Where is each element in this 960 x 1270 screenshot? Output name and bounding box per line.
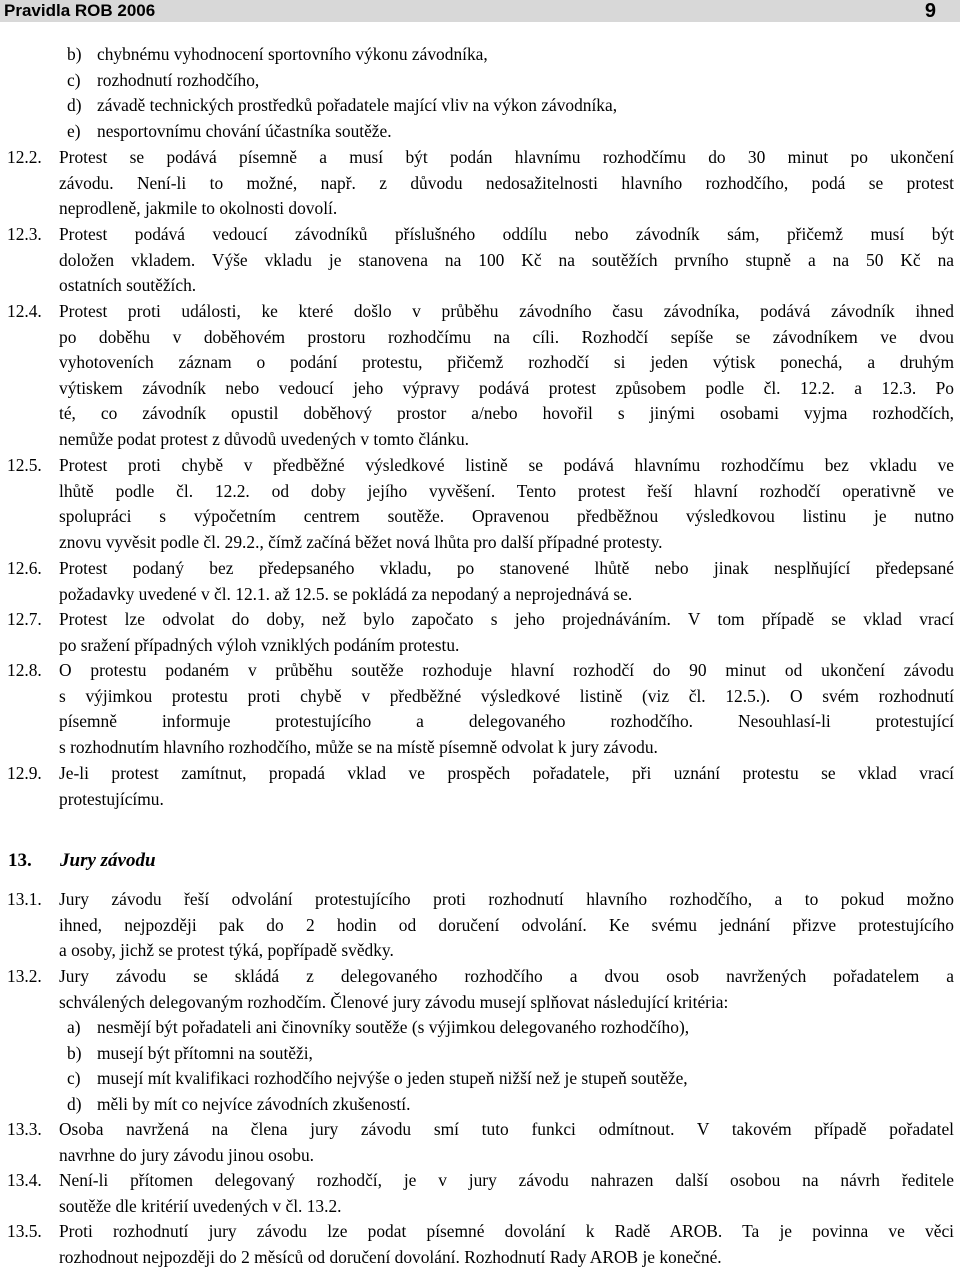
text-line: Protest proti chybě v předběžné výsledkové listině se podává hlavnímu rozhodčímu bez vkladu ve xyxy=(59,455,954,475)
text-line: protestujícímu. xyxy=(59,788,164,809)
text-line: s výjimkou protestu proti chybě v předběžné výsledkové listině (viz čl. 12.5.). O svém rozhodnutí xyxy=(59,685,954,706)
text-line: doložen vkladem. Výše vkladu je stanovena na 100 Kč na soutěžích prvního stupně a na 50 Kč na xyxy=(59,249,954,270)
document-title: Pravidla ROB 2006 xyxy=(4,1,156,20)
list-item: c) musejí mít kvalifikaci rozhodčího nejvýše o jeden stupeň nižší než je stupeň soutěže, xyxy=(67,1068,688,1089)
article-number: 12.5. xyxy=(7,455,42,475)
list-item: b) musejí být přítomni na soutěži, xyxy=(67,1042,313,1063)
text-line: a osoby, jichž se protest týká, popřípadě svědky. xyxy=(59,940,394,961)
section-title: Jury závodu xyxy=(60,850,156,871)
article-number: 12.6. xyxy=(7,558,42,578)
text-line: spolupráci s výpočetním centrem soutěže. Opravenou předběžnou výsledkovou listinu je nutno xyxy=(59,506,954,527)
list-item: c) rozhodnutí rozhodčího, xyxy=(67,69,260,90)
article-number: 12.2. xyxy=(7,147,42,167)
article-number: 13.1. xyxy=(7,889,42,909)
list-item: e) nesportovnímu chování účastníka soutěže. xyxy=(67,120,392,141)
text-line: Jury závodu řeší odvolání protestujícího proti rozhodnutí hlavního rozhodčího, a to pokud možno xyxy=(59,889,954,909)
text-line: soutěže dle kritérií uvedených v čl. 13.2. xyxy=(59,1195,342,1216)
text-line: rozhodnout nejpozději do 2 měsíců od doručení dovolání. Rozhodnutí Rady AROB je konečné. xyxy=(59,1246,722,1267)
article-number: 12.7. xyxy=(7,609,42,629)
text-line: ihned, nejpozději pak do 2 hodin od doručení odvolání. Ke svému jednání přizve protestujícího xyxy=(59,914,954,935)
text-line: Protest se podává písemně a musí být podán hlavnímu rozhodčímu do 30 minut po ukončení xyxy=(59,147,954,167)
text-line: lhůtě podle čl. 12.2. od doby jejího vyvěšení. Tento protest řeší hlavní rozhodčí operativně ve xyxy=(59,480,954,501)
page-number: 9 xyxy=(924,0,936,22)
article-number: 13.4. xyxy=(7,1170,42,1190)
text-line: po sražení případných výloh vzniklých podáním protestu. xyxy=(59,634,460,655)
text-line: navrhne do jury závodu jinou osobu. xyxy=(59,1144,315,1165)
text-line: ostatních soutěžích. xyxy=(59,275,197,296)
list-item: b) chybnému vyhodnocení sportovního výkonu závodníka, xyxy=(67,44,488,64)
article-number: 12.8. xyxy=(7,660,42,680)
text-line: Proti rozhodnutí jury závodu lze podat písemné dovolání k Radě AROB. Ta je povinna ve věci xyxy=(59,1221,954,1241)
text-line: s rozhodnutím hlavního rozhodčího, může se na místě písemně odvolat k jury závodu. xyxy=(59,736,658,757)
article-number: 12.9. xyxy=(7,763,42,783)
list-item: d) měli by mít co nejvíce závodních zkušeností. xyxy=(67,1093,411,1114)
list-item: d) závadě technických prostředků pořadatele mající vliv na výkon závodníka, xyxy=(67,95,618,116)
section-number: 13. xyxy=(8,850,32,871)
text-line: po doběhu v doběhovém prostoru rozhodčímu na cíli. Rozhodčí sepíše se závodníkem ve dvou xyxy=(59,326,954,347)
text-line: Protest podaný bez předepsaného vkladu, po stanovené lhůtě nebo jinak nesplňující předepsané xyxy=(59,558,954,578)
text-line: nemůže podat protest z důvodů uvedených v tomto článku. xyxy=(59,428,470,449)
text-line: Protest proti události, ke které došlo v průběhu závodního času závodníka, podává závodník ihned xyxy=(59,301,954,321)
text-line: písemně informuje protestujícího a delegovaného rozhodčího. Nesouhlasí-li protestující xyxy=(59,711,954,732)
text-line: Protest lze odvolat do doby, než bylo započato s jeho projednáváním. V tom případě se vklad vrací xyxy=(59,609,954,629)
page-header xyxy=(0,0,960,22)
text-line: požadavky uvedené v čl. 12.1. až 12.5. se pokládá za nepodaný a neprojednává se. xyxy=(59,583,633,604)
article-number: 12.3. xyxy=(7,224,42,244)
text-line: té, co závodník opustil doběhový prostor a/nebo hovořil s jinými osobami vyjma rozhodčích, xyxy=(59,403,954,424)
text-line: Není-li přítomen delegovaný rozhodčí, je v jury závodu nahrazen další osobou na návrh ředitele xyxy=(59,1170,954,1190)
text-line: O protestu podaném v průběhu soutěže rozhoduje hlavní rozhodčí do 90 minut od ukončení závodu xyxy=(59,660,954,680)
text-line: Je-li protest zamítnut, propadá vklad ve prospěch pořadatele, při uznání protestu se vklad vrací xyxy=(59,763,954,783)
criteria-list xyxy=(0,1015,960,1117)
text-line: výtiskem závodník nebo vedoucí jeho výpravy podává protest způsobem podle čl. 12.2. a 12.3. Po xyxy=(59,377,954,398)
text-line: Protest podává vedoucí závodníků příslušného oddílu nebo závodník sám, přičemž musí být xyxy=(59,224,954,244)
intro-list xyxy=(0,42,960,144)
text-line: znovu vyvěsit podle čl. 29.2., čímž začíná běžet nová lhůta pro další případné protesty. xyxy=(59,531,663,552)
text-line: schválených delegovaným rozhodčím. Členové jury závodu musejí splňovat následující kritéria: xyxy=(59,991,729,1012)
list-item: a) nesmějí být pořadateli ani činovníky soutěže (s výjimkou delegovaného rozhodčího), xyxy=(67,1017,690,1037)
article-number: 12.4. xyxy=(7,301,42,321)
article-number: 13.3. xyxy=(7,1119,42,1139)
text-line: závodu. Není-li to možné, např. z důvodu nedosažitelnosti hlavního rozhodčího, podá se protest xyxy=(59,172,954,193)
text-line: Jury závodu se skládá z delegovaného rozhodčího a dvou osob navržených pořadatelem a xyxy=(59,966,954,986)
article-number: 13.5. xyxy=(7,1221,42,1241)
article-number: 13.2. xyxy=(7,966,42,986)
text-line: Osoba navržená na člena jury závodu smí tuto funkci odmítnout. V takovém případě pořadatel xyxy=(59,1119,954,1139)
text-line: vyhotoveních záznam o podání protestu, přičemž rozhodčí si jeden výtisk ponechá, a druhým xyxy=(59,352,954,373)
text-line: neprodleně, jakmile to okolnosti dovolí. xyxy=(59,198,338,219)
